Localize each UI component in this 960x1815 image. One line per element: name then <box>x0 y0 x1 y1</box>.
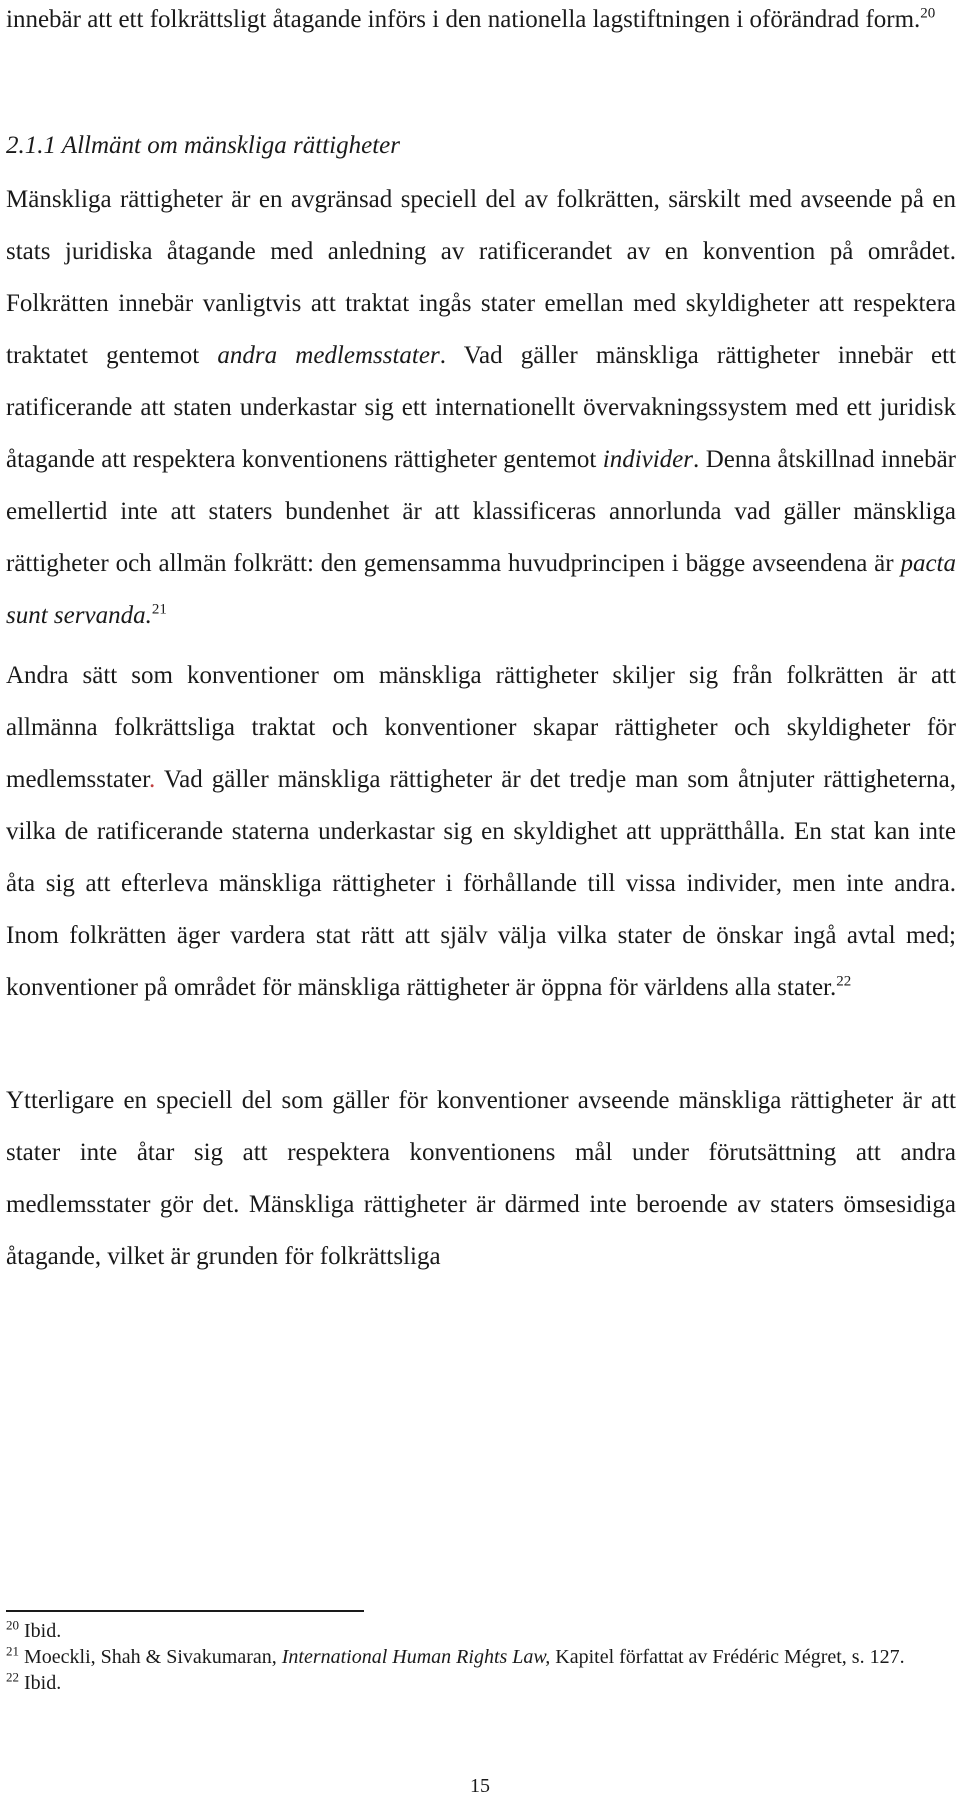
p3-text: Ytterligare en speciell del som gäller för konventioner avseende mänskliga rättigheter är att stater inte åtar sig att respektera konventionens mål under förutsättning att andra medlemsstater gör det. Mänskliga rättigheter är därmed inte beroende av staters ömsesidiga åtagande, vilket är grunden för folkrättsliga <box>6 1087 956 1270</box>
p2-highlight-period: . <box>149 766 156 793</box>
paragraph-1 <box>6 174 956 642</box>
p1-text-a: Mänskliga rättigheter är en avgränsad speciell del av folkrätten, särskilt med avseende på en stats juridiska åtagande med anledning av ratificerandet av en konvention på området. Folkrätten innebär vanligtvis att traktat ingås stater emellan med skyldigheter att respektera traktatet gentemot <box>6 186 956 369</box>
p1-italic-pacta: pacta sunt servanda. <box>6 550 956 629</box>
paragraph-3 <box>6 1075 956 1283</box>
intro-paragraph <box>6 0 956 46</box>
p1-italic-andra: andra medlemsstater <box>217 342 440 369</box>
section-heading: 2.1.1 Allmänt om mänskliga rättigheter <box>6 132 400 159</box>
p2-text-c: Vad gäller mänskliga rättigheter är det tredje man som åtnjuter rättigheterna, vilka de ratificerande staterna underkastar sig en skyldighet att upprätthålla. En stat kan inte åta sig att efterleva mänskliga rättigheter i förhållande till vissa individer, men inte andra. Inom folkrätten äger vardera stat rätt att själv välja vilka stater de önskar ingå avtal med; konventioner på området för mänskliga rättigheter är öppna för världens alla stater. <box>6 766 956 1001</box>
footnote-number: 21 <box>6 1643 19 1659</box>
footnote-text: Ibid. <box>24 1672 62 1694</box>
p1-text-e: . Denna åtskillnad innebär emellertid inte att staters bundenhet är att klassificeras annorlunda vad gäller mänskliga rättigheter och allmän folkrätt: den gemensamma huvudprincipen i bägge avseendena är <box>6 446 957 577</box>
p1-text-c: . Vad gäller mänskliga rättigheter innebär ett ratificerande att staten underkastar sig ett internationellt övervakningssystem med ett juridisk åtagande att respektera konventionens rättigheter gentemot <box>6 342 956 473</box>
footnote-text-tail: Kapitel författat av Frédéric Mégret, s. 127. <box>550 1646 905 1668</box>
footnote-22 <box>6 1670 946 1696</box>
footnote-text: Moeckli, Shah & Sivakumaran, <box>24 1646 282 1668</box>
intro-text: innebär att ett folkrättsligt åtagande införs i den nationella lagstiftningen i oförändrad form. <box>6 6 921 33</box>
footnote-text: Ibid. <box>24 1620 62 1642</box>
footnotes <box>6 1618 946 1696</box>
footnote-italic-title: International Human Rights Law, <box>281 1646 551 1668</box>
footnote-ref-21: 21 <box>151 601 167 618</box>
p2-text-a: Andra sätt som konventioner om mänskliga rättigheter skiljer sig från folkrätten är att allmänna folkrättsliga traktat och konventioner skapar rättigheter och skyldigheter för medlemsstater <box>6 662 956 793</box>
page-number: 15 <box>470 1775 490 1797</box>
footnote-divider <box>6 1610 364 1612</box>
footnote-number: 22 <box>6 1669 19 1685</box>
footnote-number: 20 <box>6 1617 19 1633</box>
footnote-20 <box>6 1618 946 1644</box>
footnote-ref-22: 22 <box>836 973 852 990</box>
footnote-ref-20: 20 <box>920 5 936 22</box>
footnote-21 <box>6 1644 946 1670</box>
paragraph-2 <box>6 650 956 1014</box>
p1-italic-individer: individer <box>602 446 694 473</box>
